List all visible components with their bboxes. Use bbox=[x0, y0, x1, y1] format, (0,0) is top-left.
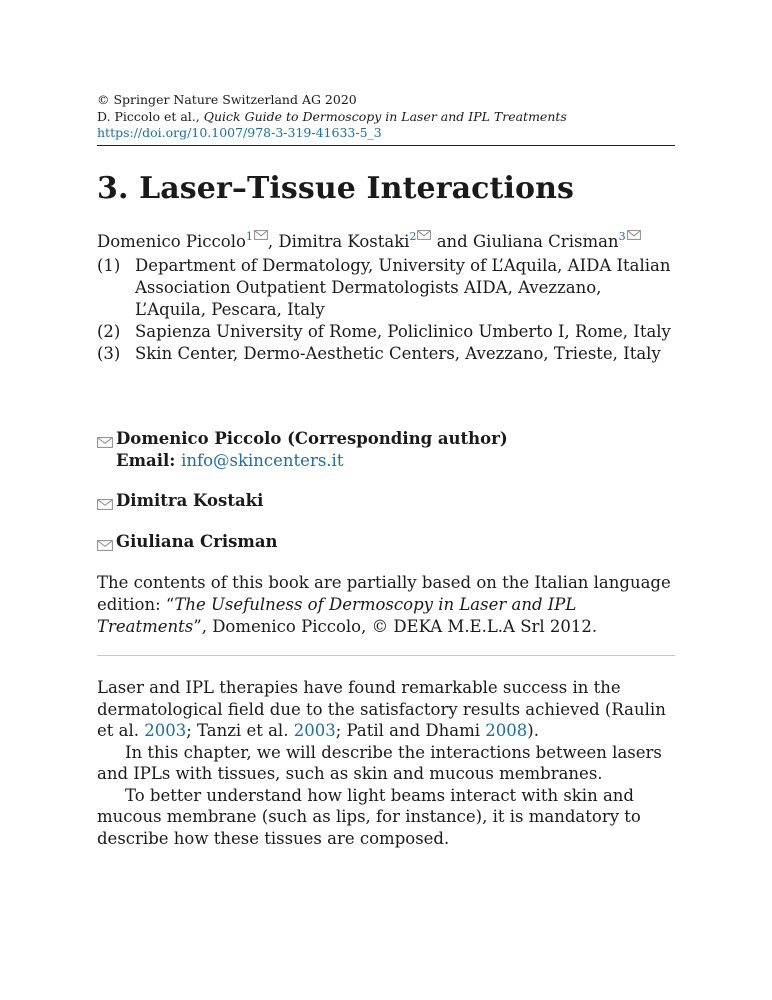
paragraph-text: Laser and IPL therapies have found remarkable success in the dermatological field due to the satisfactory results achieved (Raulin et al. bbox=[97, 678, 666, 740]
paragraph: To better understand how light beams interact with skin and mucous membrane (such as lips, for instance), it is mandatory to describe how these tissues are composed. bbox=[97, 785, 641, 848]
body-text bbox=[97, 677, 675, 849]
paragraph-text: ; Patil and Dhami bbox=[335, 721, 486, 740]
paragraph bbox=[97, 677, 675, 742]
affiliation-number: (1) bbox=[97, 256, 121, 275]
affiliation-item bbox=[97, 255, 675, 321]
author-name: Giuliana Crisman bbox=[473, 232, 619, 251]
contact-second bbox=[97, 490, 263, 512]
email-link[interactable]: info@skincenters.it bbox=[181, 451, 344, 470]
contact-corresponding bbox=[97, 428, 508, 472]
citation-link[interactable]: 2003 bbox=[293, 721, 336, 740]
affiliation-list bbox=[97, 255, 675, 365]
edition-note bbox=[97, 572, 675, 638]
envelope-icon[interactable] bbox=[627, 230, 641, 240]
envelope-icon bbox=[97, 494, 113, 505]
envelope-icon bbox=[97, 432, 113, 443]
email-label: Email: bbox=[116, 451, 182, 470]
author-separator: , bbox=[267, 232, 279, 251]
note-text: ”, Domenico Piccolo, © DEKA M.E.L.A Srl 2012. bbox=[193, 617, 598, 636]
affiliation-text: Skin Center, Dermo-Aesthetic Centers, Avezzano, Trieste, Italy bbox=[135, 344, 661, 363]
citation-line bbox=[97, 109, 675, 126]
contact-third bbox=[97, 531, 278, 553]
author-name: Dimitra Kostaki bbox=[278, 232, 410, 251]
publication-header bbox=[97, 92, 675, 142]
affiliation-number: (2) bbox=[97, 322, 121, 341]
header-rule bbox=[97, 145, 675, 146]
contact-email-line bbox=[97, 450, 508, 472]
contact-name: Dimitra Kostaki bbox=[116, 491, 264, 510]
affiliation-text: Department of Dermatology, University of L’Aquila, AIDA Italian Association Outpatient Dermatologists AIDA, Avezzano, L’Aquila, Pescara, Italy bbox=[135, 256, 671, 319]
paragraph-text: ). bbox=[527, 721, 539, 740]
citation-book-title: Quick Guide to Dermoscopy in Laser and IPL Treatments bbox=[203, 108, 567, 124]
paragraph: In this chapter, we will describe the interactions between lasers and IPLs with tissues, such as skin and mucous membranes. bbox=[97, 742, 662, 783]
author-separator: and bbox=[431, 232, 473, 251]
author-line bbox=[97, 230, 641, 253]
contact-name: Giuliana Crisman bbox=[116, 532, 278, 551]
chapter-title: 3. Laser–Tissue Interactions bbox=[97, 171, 574, 206]
envelope-icon bbox=[97, 535, 113, 546]
affiliation-text: Sapienza University of Rome, Policlinico Umberto I, Rome, Italy bbox=[135, 322, 671, 341]
citation-authors: D. Piccolo et al., bbox=[97, 108, 204, 124]
affiliation-ref-link[interactable]: 2 bbox=[409, 230, 417, 243]
section-divider bbox=[97, 655, 675, 656]
envelope-icon[interactable] bbox=[417, 230, 431, 240]
paragraph-text: ; Tanzi et al. bbox=[186, 721, 294, 740]
affiliation-item bbox=[97, 343, 675, 365]
citation-link[interactable]: 2008 bbox=[485, 721, 528, 740]
citation-link[interactable]: 2003 bbox=[144, 721, 187, 740]
affiliation-number: (3) bbox=[97, 344, 121, 363]
envelope-icon[interactable] bbox=[254, 230, 268, 240]
affiliation-item bbox=[97, 321, 675, 343]
note-book-title: The Usefulness of Dermoscopy in Laser and IPL Treatments bbox=[97, 595, 577, 636]
author-name: Domenico Piccolo bbox=[97, 232, 246, 251]
copyright-line: © Springer Nature Switzerland AG 2020 bbox=[97, 92, 357, 107]
affiliation-ref-link[interactable]: 1 bbox=[245, 230, 253, 243]
contact-name: Domenico Piccolo (Corresponding author) bbox=[116, 429, 508, 448]
note-text: The contents of this book are partially based on the Italian language edition: “ bbox=[97, 573, 671, 614]
affiliation-ref-link[interactable]: 3 bbox=[618, 230, 626, 243]
doi-link[interactable]: https://doi.org/10.1007/978-3-319-41633-5_3 bbox=[97, 125, 382, 140]
